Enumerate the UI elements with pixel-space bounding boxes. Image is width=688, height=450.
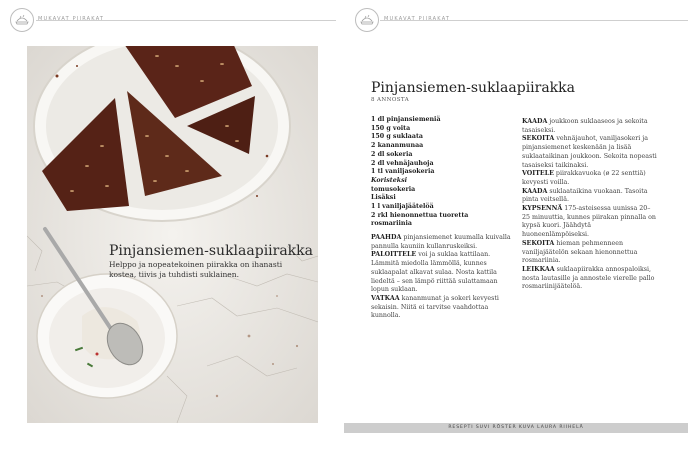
recipe-title: Pinjansiemen-suklaapiirakka: [371, 80, 575, 96]
method-step: [522, 188, 657, 205]
ingredient: tomusokeria: [371, 185, 416, 193]
step-text: voi ja suklaa kattilaan. Lämmitä miedolla lämmöllä, kunnes suklaapalat alkavat sulaa. Nosta kattila liedeltä – sen lämpö riittää sulattamaan lopun suklaan.: [371, 251, 498, 294]
step-verb: VATKAA: [371, 294, 400, 302]
method-step: [522, 135, 657, 170]
method-step: [522, 170, 657, 187]
credits: RESEPTI SUVI RÖSTER KUVA LAURA RIIHELÄ: [448, 425, 584, 430]
photo-caption-title: Pinjansiemen-suklaapiirakka: [109, 243, 313, 259]
step-verb: VOITELE: [522, 170, 554, 178]
photo-caption-subtitle: Helppo ja nopeatekoinen piirakka on ihanasti kostea, tiivis ja tuhdisti suklainen.: [109, 260, 283, 279]
step-text: hieman pehmenneen vaniljajäätelön sekaan hienonnettua rosmariinia.: [522, 239, 638, 265]
ingredient: 2 rkl hienonnettua tuoretta rosmariinia: [371, 211, 469, 228]
step-text: 175-asteisessa uunissa 20–25 minuuttia, kunnes piirakan pinnalla on kypsä kuori. Jäähdytä huoneenlämpöiseksi.: [522, 205, 656, 239]
ingredient: 2 dl sokeria: [371, 150, 413, 158]
ingredient: 1 l vaniljajäätelöä: [371, 203, 434, 211]
ingredient-heading: Lisäksi: [371, 194, 396, 202]
step-text: kananmunat ja sokeri kevyesti sekaisin. Niitä ei tarvitse vaahdottaa kunnolla.: [371, 294, 499, 320]
ingredient: 2 dl vehnäjauhoja: [371, 159, 434, 167]
ingredients-list: [371, 116, 511, 229]
step-verb: SEKOITA: [522, 135, 555, 143]
footer-bar: [344, 423, 688, 433]
pie-logo-icon: [355, 8, 379, 32]
ingredient: 2 kananmunaa: [371, 142, 424, 150]
method-step: [522, 118, 657, 135]
ingredient: 150 g suklaata: [371, 133, 423, 141]
step-verb: PALOITTELE: [371, 251, 417, 259]
step-text: suklaataikina vuokaan. Tasoita pinta veitsellä.: [522, 187, 648, 204]
ingredient: 150 g voita: [371, 124, 411, 132]
step-text: piirakkavuoka (ø 22 senttiä) kevyesti voilla.: [522, 170, 646, 186]
method-step: [371, 295, 511, 321]
step-text: vehnäjauhot, vaniljasokeri ja pinjansiemenet keskenään ja lisää suklaataikinan joukkoon. Sekoita nopeasti tasaiseksi taikinaksi.: [522, 135, 657, 169]
section-label: MUKAVAT PIIRAKAT: [384, 16, 451, 22]
section-label: MUKAVAT PIIRAKAT: [38, 16, 105, 22]
method-step: [522, 240, 657, 266]
method-step: [522, 266, 657, 292]
method-step: [371, 234, 511, 251]
ingredients-column: [371, 116, 511, 229]
method-step: [371, 251, 511, 295]
step-verb: KAADA: [522, 187, 548, 195]
step-verb: PAAHDA: [371, 234, 402, 241]
step-verb: KAADA: [522, 118, 548, 125]
step-verb: KYPSENNÄ: [522, 205, 563, 213]
step-verb: LEIKKAA: [522, 265, 555, 273]
pie-logo-icon: [10, 8, 34, 32]
method-column-left: [371, 234, 511, 321]
method-step: [522, 205, 657, 240]
ingredient: 1 tl vaniljasokeria: [371, 168, 435, 176]
step-text: pinjansiemenet kuumalla kuivalla pannulla kauniin kullanruskeiksi.: [371, 234, 511, 250]
pie-photo: [27, 46, 318, 423]
servings: 8 ANNOSTA: [371, 97, 410, 103]
step-text: joukkoon suklaaseos ja sekoita tasaiseksi.: [522, 118, 648, 134]
method-column-right: [522, 118, 657, 292]
ingredient: 1 dl pinjansiemeniä: [371, 116, 441, 123]
step-verb: SEKOITA: [522, 239, 555, 247]
ingredient-heading: Koristeksi: [371, 176, 408, 184]
step-text: suklaapiirakka annospaloiksi, nosta lautasille ja annostele vierelle pallo rosmariinijäätelöä.: [522, 265, 655, 291]
